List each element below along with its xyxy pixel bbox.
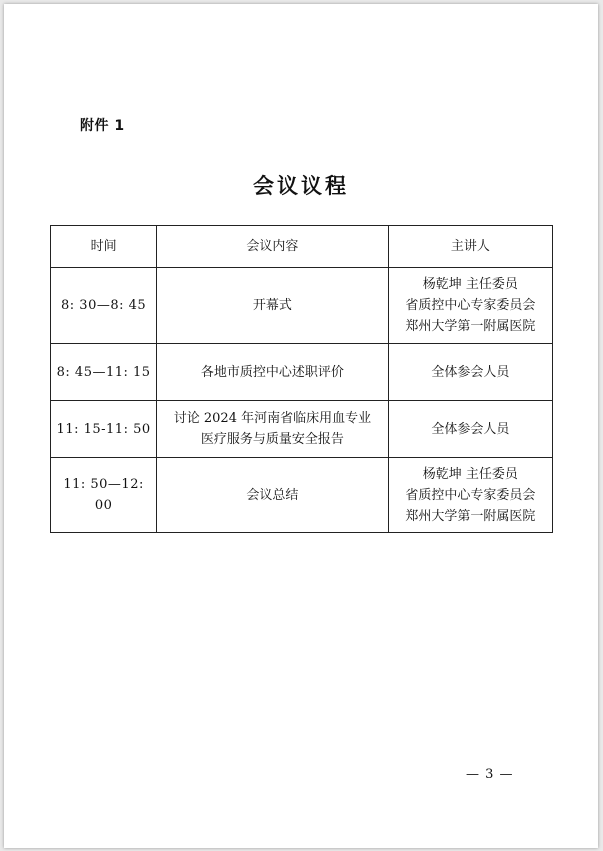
content-cell	[157, 401, 388, 458]
speaker-cell	[388, 458, 552, 533]
content-line: 会议总结	[246, 487, 299, 503]
content-cell	[157, 458, 388, 533]
content-cell	[157, 344, 388, 401]
content-line: 各地市质控中心述职评价	[200, 364, 344, 380]
table-header-row	[51, 226, 553, 268]
agenda-table	[50, 225, 553, 533]
speaker-line: 杨乾坤 主任委员	[422, 466, 518, 482]
speaker-line: 全体参会人员	[431, 421, 510, 437]
content-line: 讨论 2024 年河南省临床用血专业	[173, 411, 372, 426]
speaker-line: 全体参会人员	[431, 364, 510, 380]
speaker-line: 省质控中心专家委员会	[405, 298, 536, 313]
table-row	[51, 458, 553, 533]
content-line: 医疗服务与质量安全报告	[200, 432, 344, 447]
speaker-cell	[388, 401, 552, 458]
speaker-line: 郑州大学第一附属医院	[405, 319, 536, 334]
time-cell: 8: 45—11: 15	[51, 344, 157, 401]
time-cell: 11: 50—12: 00	[51, 458, 157, 533]
page-title: 会议议程	[253, 174, 349, 198]
page-number: — 3 —	[466, 767, 514, 782]
speaker-cell	[388, 344, 552, 401]
time-cell: 11: 15-11: 50	[51, 401, 157, 458]
speaker-line: 郑州大学第一附属医院	[405, 508, 536, 524]
column-header-speaker: 主讲人	[388, 226, 552, 268]
table-row	[51, 268, 553, 344]
speaker-cell	[388, 268, 552, 344]
column-header-time: 时间	[51, 226, 157, 268]
speaker-line: 省质控中心专家委员会	[405, 487, 536, 503]
table-row	[51, 401, 553, 458]
column-header-content: 会议内容	[157, 226, 388, 268]
content-cell	[157, 268, 388, 344]
document-page	[4, 4, 598, 848]
attachment-label: 附件 1	[80, 118, 125, 134]
time-cell: 8: 30—8: 45	[51, 268, 157, 344]
speaker-line: 杨乾坤 主任委员	[422, 277, 518, 292]
table-row	[51, 344, 553, 401]
content-line: 开幕式	[252, 298, 292, 313]
